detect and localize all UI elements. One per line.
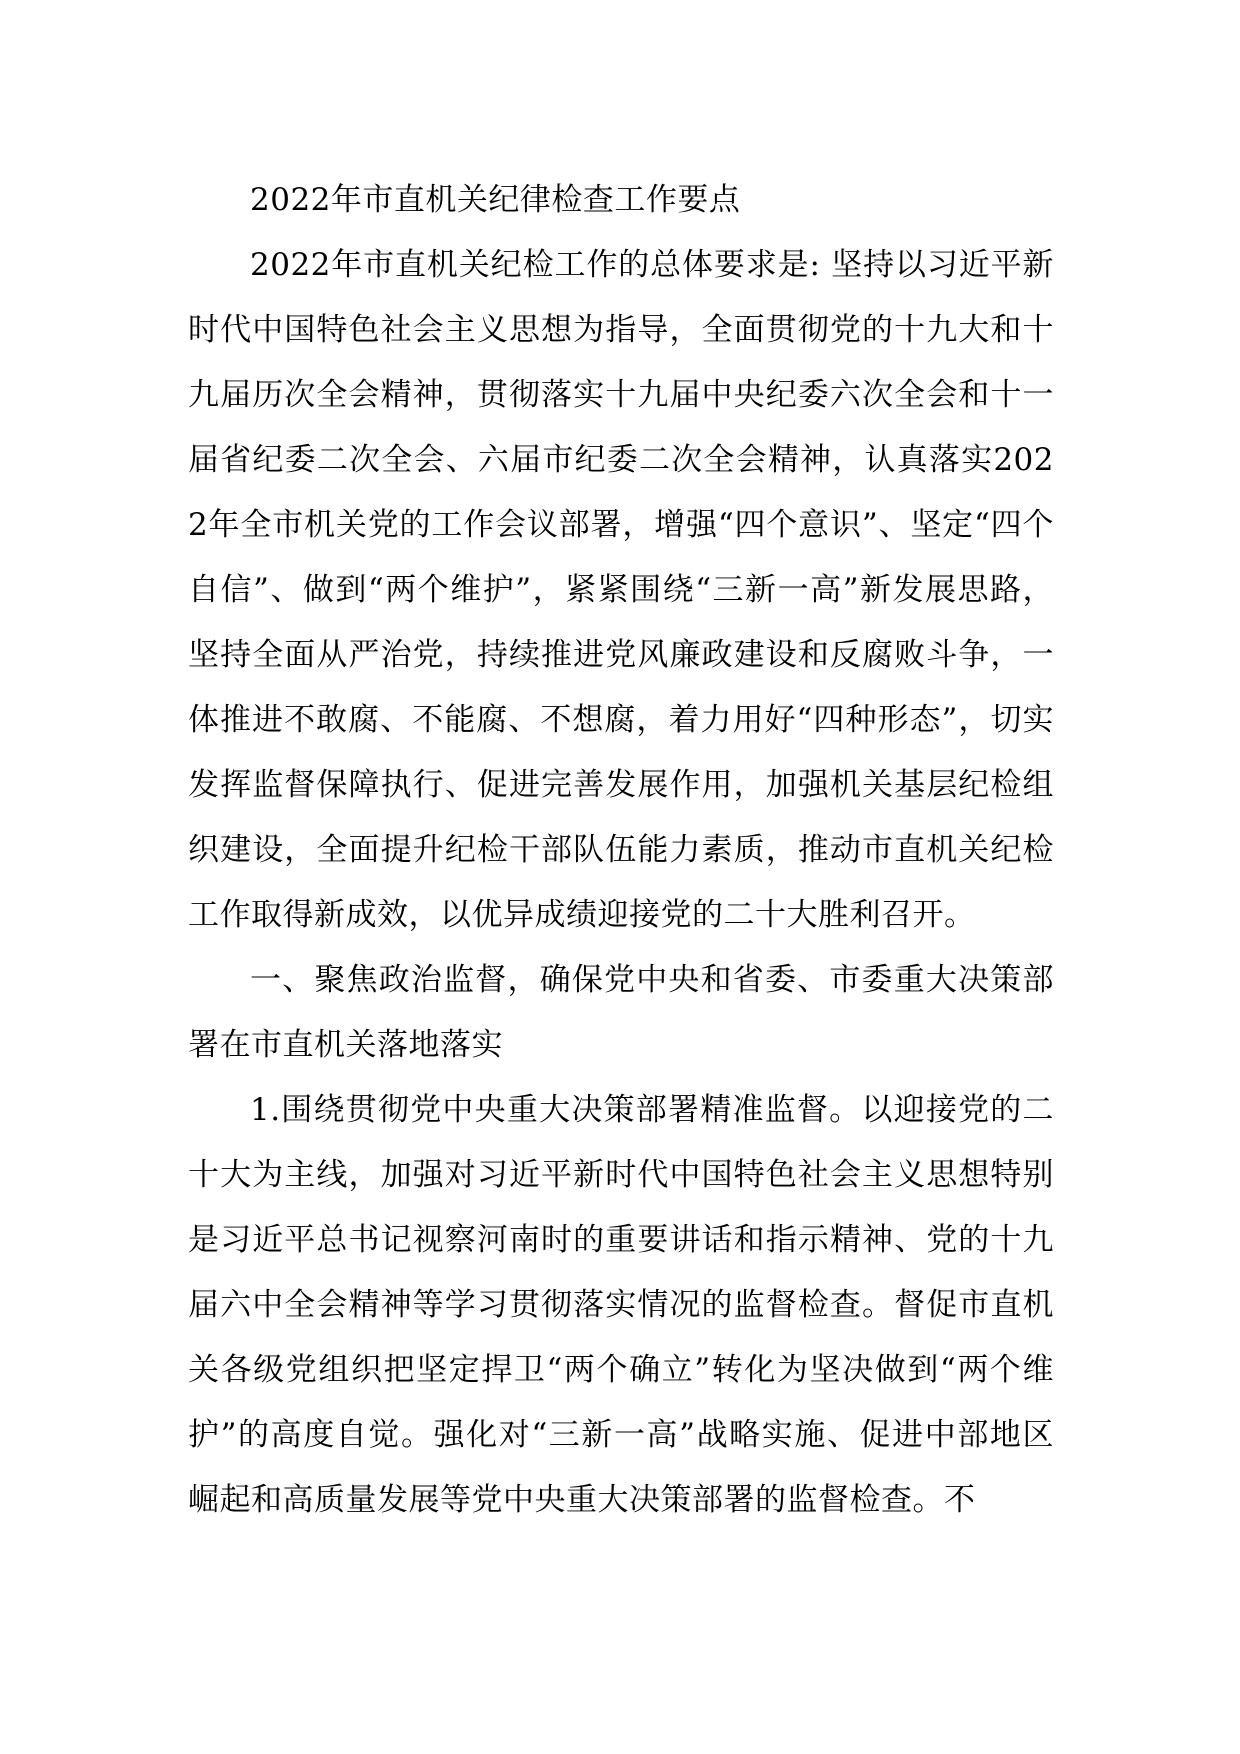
paragraph-item-one: 1.围绕贯彻党中央重大决策部署精准监督。以迎接党的二十大为主线，加强对习近平新时代中国特色社会主义思想特别是习近平总书记视察河南时的重要讲话和指示精神、党的十九届六中全会精神等学习贯彻落实情况的监督检查。督促市直机关各级党组织把坚定捍卫“两个确立”转化为坚决做到“两个维护”的高度自觉。强化对“三新一高”战略实施、促进中部地区崛起和高质量发展等党中央重大决策部署的监督检查。不 — [188, 1092, 1054, 1518]
document-title: 2022年市直机关纪律检查工作要点 — [250, 182, 741, 218]
paragraph-general-requirements: 2022年市直机关纪检工作的总体要求是: 坚持以习近平新时代中国特色社会主义思想为指导，全面贯彻党的十九大和十九届历次全会精神，贯彻落实十九届中央纪委六次全会和十一届省纪委二次全会、六届市纪委二次全会精神，认真落实2022年全市机关党的工作会议部署，增强“四个意识”、坚定“四个自信”、做到“两个维护”，紧紧围绕“三新一高”新发展思路，坚持全面从严治党，持续推进党风廉政建设和反腐败斗争，一体推进不敢腐、不能腐、不想腐，着力用好“四种形态”，切实发挥监督保障执行、促进完善发展作用，加强机关基层纪检组织建设，全面提升纪检干部队伍能力素质，推动市直机关纪检工作取得新成效，以优异成绩迎接党的二十大胜利召开。 — [188, 247, 1054, 933]
section-heading-one: 一、聚焦政治监督，确保党中央和省委、市委重大决策部署在市直机关落地落实 — [188, 962, 1054, 1063]
document-body — [188, 168, 1054, 1533]
